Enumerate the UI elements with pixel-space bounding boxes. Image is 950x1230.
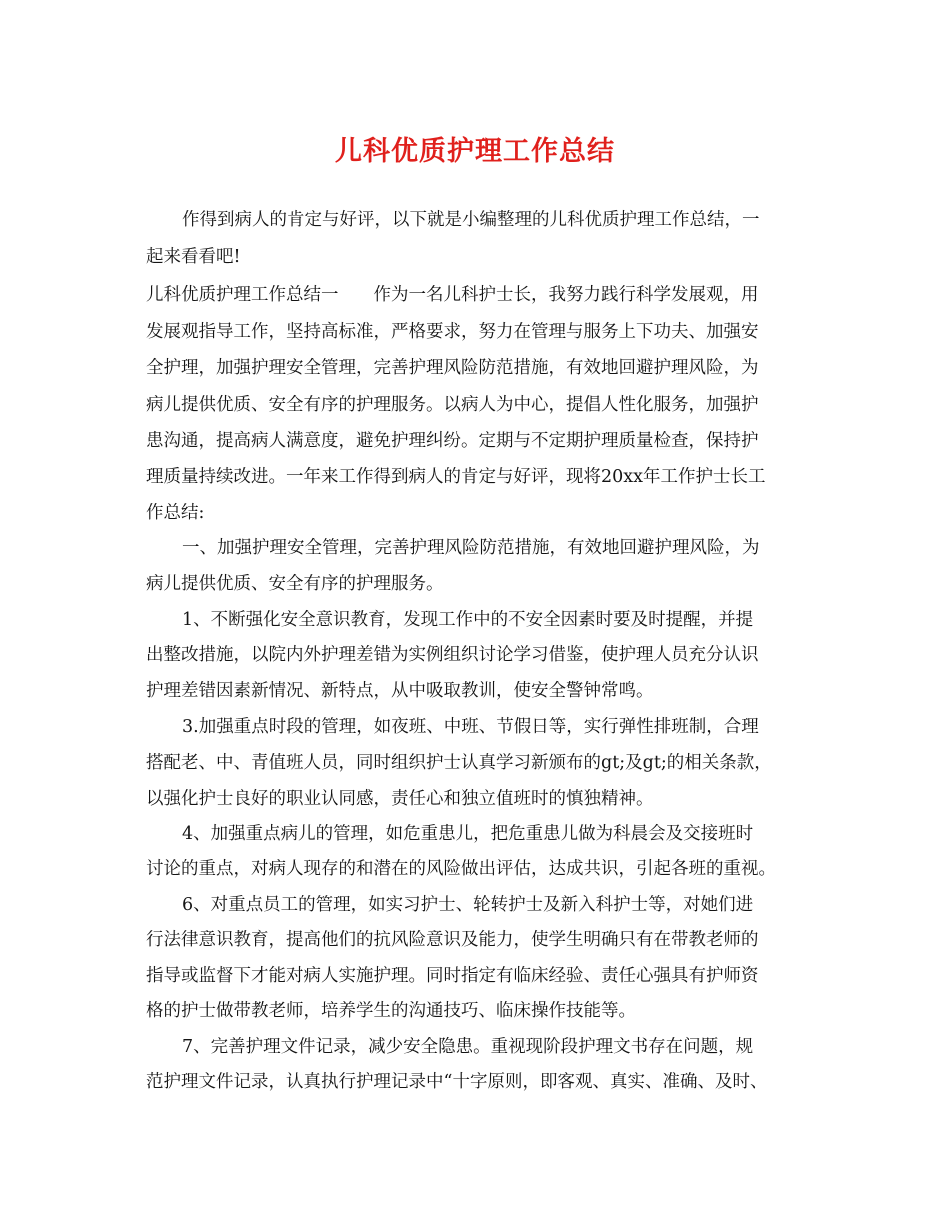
- paragraph-line: 理质量持续改进。一年来工作得到病人的肯定与好评，现将20xx年工作护士长工: [146, 467, 766, 487]
- paragraph-line: 作总结:: [146, 503, 205, 523]
- paragraph-line: 格的护士做带教老师，培养学生的沟通技巧、临床操作技能等。: [146, 1001, 636, 1021]
- paragraph-line: 作得到病人的肯定与好评，以下就是小编整理的儿科优质护理工作总结，一: [182, 210, 760, 230]
- paragraph-line: 全护理，加强护理安全管理，完善护理风险防范措施，有效地回避护理风险，为: [146, 358, 759, 378]
- paragraph-line: 起来看看吧!: [146, 247, 241, 267]
- paragraph-line: 范护理文件记录，认真执行护理记录中“十字原则，即客观、真实、准确、及时、: [146, 1072, 768, 1092]
- paragraph-line: 搭配老、中、青值班人员，同时组织护士认真学习新颁布的gt;及gt;的相关条款，: [146, 753, 772, 773]
- paragraph-line: 患沟通，提高病人满意度，避免护理纠纷。定期与不定期护理质量检查，保持护: [146, 431, 759, 451]
- paragraph-line: 指导或监督下才能对病人实施护理。同时指定有临床经验、责任心强具有护师资: [146, 966, 759, 986]
- paragraph-line: 行法律意识教育，提高他们的抗风险意识及能力，使学生明确只有在带教老师的: [146, 930, 759, 950]
- paragraph-line: 护理差错因素新情况、新特点，从中吸取教训，使安全警钟常鸣。: [146, 681, 654, 701]
- paragraph-line: 3.加强重点时段的管理，如夜班、中班、节假日等，实行弹性排班制，合理: [182, 717, 759, 737]
- document-title: 儿科优质护理工作总结: [335, 136, 615, 167]
- paragraph-line: 一、加强护理安全管理，完善护理风险防范措施，有效地回避护理风险，为: [182, 538, 760, 558]
- paragraph-line: 发展观指导工作，坚持高标准，严格要求，努力在管理与服务上下功夫、加强安: [146, 322, 759, 342]
- paragraph-line: 出整改措施，以院内外护理差错为实例组织讨论学习借鉴，使护理人员充分认识: [146, 645, 759, 665]
- paragraph-line: 1、不断强化安全意识教育，发现工作中的不安全因素时要及时提醒，并提: [182, 610, 754, 630]
- paragraph-line: 6、对重点员工的管理，如实习护士、轮转护士及新入科护士等，对她们进: [182, 895, 754, 915]
- paragraph-line: 讨论的重点，对病人现存的和潜在的风险做出评估，达成共识，引起各班的重视。: [146, 859, 776, 879]
- paragraph-line: 病儿提供优质、安全有序的护理服务。以病人为中心，提倡人性化服务，加强护: [146, 395, 759, 415]
- paragraph-line: 7、完善护理文件记录，减少安全隐患。重视现阶段护理文书存在问题，规: [182, 1037, 754, 1057]
- paragraph-line: 4、加强重点病儿的管理，如危重患儿，把危重患儿做为科晨会及交接班时: [182, 824, 754, 844]
- paragraph-line: 病儿提供优质、安全有序的护理服务。: [146, 574, 444, 594]
- paragraph-line: 儿科优质护理工作总结一 作为一名儿科护士长，我努力践行科学发展观，用: [146, 285, 759, 305]
- paragraph-line: 以强化护士良好的职业认同感，责任心和独立值班时的慎独精神。: [146, 789, 654, 809]
